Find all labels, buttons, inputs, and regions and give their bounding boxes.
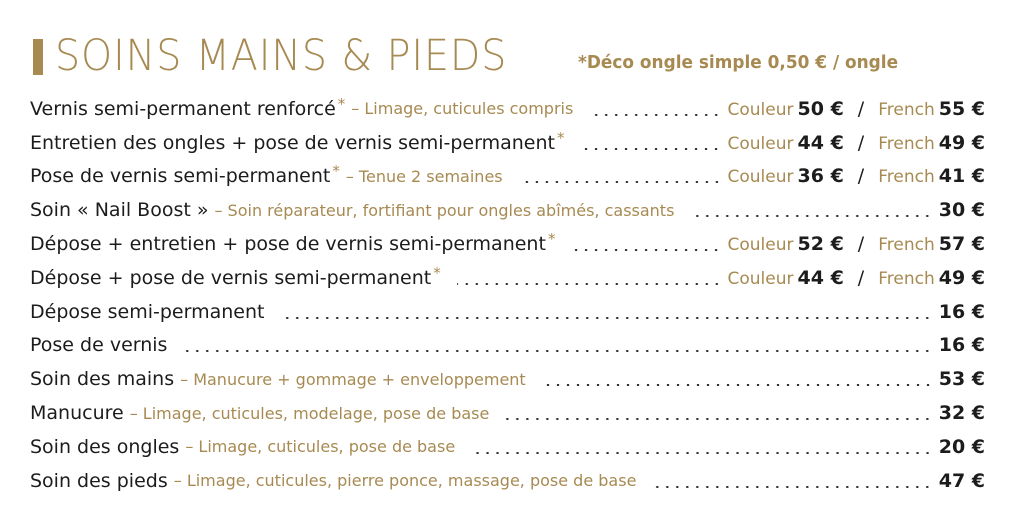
service-name: Soin des pieds: [30, 469, 168, 492]
price-couleur: 52 €: [797, 233, 844, 256]
price-separator: /: [857, 266, 865, 289]
price-row: [30, 261, 985, 295]
price-label-couleur: Couleur: [727, 268, 794, 289]
price-separator: /: [857, 131, 865, 154]
service-name: Soin des ongles: [30, 435, 180, 458]
price-row: [30, 329, 985, 363]
price-group: [939, 199, 985, 221]
price-row: [30, 362, 985, 396]
dot-leader: [519, 181, 722, 183]
price-group: [939, 402, 985, 424]
dot-leader: [542, 384, 933, 386]
price-couleur: 50 €: [797, 97, 844, 120]
dot-leader: [471, 452, 933, 454]
service-name: Soin « Nail Boost »: [30, 199, 209, 222]
price-group: [939, 301, 985, 323]
price-label-french: French: [878, 268, 935, 289]
price-row: [30, 160, 985, 194]
price-label-french: French: [878, 167, 935, 188]
price-group: [939, 334, 985, 356]
service-name: Soin des mains: [30, 368, 175, 391]
price-amount: 16 €: [938, 334, 985, 357]
price-amount: 16 €: [938, 300, 985, 323]
service-description: – Tenue 2 semaines: [345, 166, 503, 186]
service-name: Manucure: [30, 402, 124, 425]
semi-permanent-mark: *: [332, 162, 340, 181]
dot-leader: [280, 317, 932, 319]
price-separator: /: [857, 233, 865, 256]
price-group: [728, 165, 985, 187]
service-description: – Limage, cuticules compris: [351, 99, 574, 119]
price-row: [30, 92, 985, 126]
price-label-couleur: Couleur: [727, 99, 794, 120]
price-label-couleur: Couleur: [727, 167, 794, 188]
price-couleur: 44 €: [797, 266, 844, 289]
price-label-french: French: [878, 235, 935, 256]
dot-leader: [589, 114, 721, 116]
price-row: [30, 396, 985, 430]
price-amount: 49 €: [938, 131, 985, 154]
price-group: [939, 436, 985, 458]
dot-leader: [571, 249, 721, 251]
service-name: Dépose semi-permanent: [30, 300, 265, 323]
semi-permanent-mark: *: [433, 263, 441, 282]
price-label-french: French: [878, 133, 935, 154]
price-separator: /: [857, 97, 865, 120]
price-row: [30, 295, 985, 329]
price-row: [30, 193, 985, 227]
price-label-french: French: [878, 99, 935, 120]
price-amount: 53 €: [938, 368, 985, 391]
price-group: [728, 98, 985, 120]
price-amount: 49 €: [938, 266, 985, 289]
service-name: Dépose + pose de vernis semi-permanent: [30, 266, 432, 289]
accent-bar: [33, 39, 43, 75]
price-label-couleur: Couleur: [727, 235, 794, 256]
price-group: [939, 368, 985, 390]
dot-leader: [580, 148, 721, 150]
dot-leader: [505, 418, 932, 420]
semi-permanent-mark: *: [547, 230, 556, 249]
dot-leader: [183, 350, 932, 352]
service-name: Dépose + entretien + pose de vernis semi-permanent: [30, 233, 546, 256]
price-group: [939, 470, 985, 492]
price-amount: 32 €: [938, 402, 985, 425]
service-description: – Limage, cuticules, pierre ponce, massage, pose de base: [173, 471, 637, 491]
service-name: Vernis semi-permanent renforcé: [30, 97, 336, 120]
price-couleur: 36 €: [797, 165, 844, 188]
dot-leader: [457, 283, 722, 285]
price-amount: 30 €: [938, 199, 985, 222]
price-couleur: 44 €: [797, 131, 844, 154]
semi-permanent-mark: *: [337, 94, 346, 113]
price-row: [30, 430, 985, 464]
price-row: [30, 227, 985, 261]
dot-leader: [690, 215, 932, 217]
price-separator: /: [857, 165, 865, 188]
service-name: Pose de vernis: [30, 334, 168, 357]
semi-permanent-mark: *: [556, 128, 565, 147]
price-group: [728, 267, 985, 289]
price-list: [30, 92, 985, 498]
price-amount: 47 €: [938, 469, 985, 492]
price-group: [728, 132, 985, 154]
price-row: [30, 464, 985, 498]
price-amount: 20 €: [938, 435, 985, 458]
section-header: [33, 30, 1013, 81]
price-group: [728, 233, 985, 255]
price-label-couleur: Couleur: [727, 133, 794, 154]
section-title: SOINS MAINS & PIEDS: [55, 31, 508, 81]
service-description: – Limage, cuticules, modelage, pose de base: [129, 403, 490, 423]
price-amount: 41 €: [938, 165, 985, 188]
service-description: – Limage, cuticules, pose de base: [185, 437, 456, 457]
dot-leader: [652, 486, 932, 488]
service-description: – Soin réparateur, fortifiant pour ongles abîmés, cassants: [214, 200, 675, 220]
price-row: [30, 126, 985, 160]
price-amount: 57 €: [938, 233, 985, 256]
service-name: Entretien des ongles + pose de vernis semi-permanent: [30, 131, 555, 154]
deco-note: *Déco ongle simple 0,50 € / ongle: [578, 52, 899, 73]
service-name: Pose de vernis semi-permanent: [30, 165, 331, 188]
service-description: – Manucure + gommage + enveloppement: [180, 369, 526, 389]
price-amount: 55 €: [938, 97, 985, 120]
